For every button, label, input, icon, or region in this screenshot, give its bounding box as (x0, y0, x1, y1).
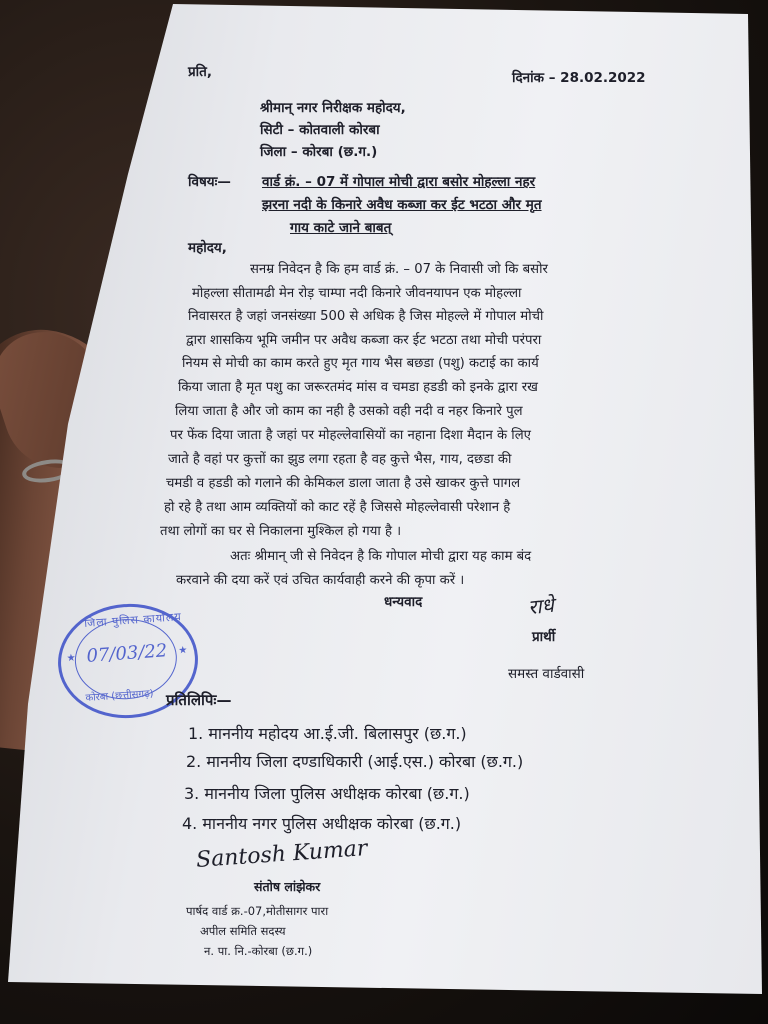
residents-label: समस्त वार्डवासी (508, 666, 585, 682)
subject-line-2: झरना नदी के किनारे अवैध कब्जा कर ईट भटठा और मृत (262, 197, 542, 213)
signatory-line-3: न. पा. नि.-कोरबा (छ.ग.) (204, 944, 313, 958)
addressee-line-1: श्रीमान् नगर निरीक्षक महोदय, (260, 100, 406, 116)
body-line: तथा लोगों का घर से निकालना मुश्किल हो गया है । (160, 524, 402, 539)
body-line: नियम से मोची का काम करते हुए मृत गाय भैस बछडा (पशु) कटाई का कार्य (182, 356, 539, 371)
addressee-line-3: जिला – कोरबा (छ.ग.) (260, 144, 378, 160)
applicant-signature: राधे (526, 592, 555, 620)
to-label: प्रति, (188, 64, 213, 80)
signatory-signature: Santosh Kumar (195, 836, 369, 873)
copy-item: 2. माननीय जिला दण्डाधिकारी (आई.एस.) कोरबा (छ.ग.) (186, 752, 524, 771)
body-line: चमडी व हडडी को गलाने की केमिकल डाला जाता है उसे खाकर कुत्ते पागल (166, 476, 521, 491)
stamp-bottom-text: कोरबा (छत्तीसगढ़) (85, 688, 154, 705)
body-line: निवासरत है जहां जनसंख्या 500 से अधिक है जिस मोहल्ले में गोपाल मोची (188, 309, 544, 324)
copy-item: 4. माननीय नगर पुलिस अधीक्षक कोरबा (छ.ग.) (182, 814, 462, 833)
letter-date: दिनांक – 28.02.2022 (512, 70, 646, 86)
subject-label: विषयः— (188, 174, 231, 190)
body-line: सनम्र निवेदन है कि हम वार्ड क्रं. – 07 के निवासी जो कि बसोर (250, 262, 548, 277)
applicant-label: प्रार्थी (532, 629, 556, 645)
body-line: मोहल्ला सीतामढी मेन रोड़ चाम्पा नदी किनारे जीवनयापन एक मोहल्ला (192, 286, 522, 301)
body-line: किया जाता है मृत पशु का जरूरतमंद मांस व चमडा हडडी को इनके द्वारा रख (178, 380, 538, 395)
body-line: करवाने की दया करें एवं उचित कार्यवाही करने की कृपा करें । (176, 573, 465, 588)
body-line: हो रहे है तथा आम व्यक्तियों को काट रहें है जिससे मोहल्लेवासी परेशान है (164, 500, 511, 515)
copy-item: 3. माननीय जिला पुलिस अधीक्षक कोरबा (छ.ग.) (184, 784, 470, 803)
signatory-line-2: अपील समिति सदस्य (200, 924, 286, 938)
subject-line-3: गाय काटे जाने बाबत् (290, 220, 392, 236)
thanks: धन्यवाद (384, 594, 423, 610)
body-line: द्वारा शासकिय भूमि जमीन पर अवैध कब्जा कर ईट भटठा तथा मोची परंपरा (186, 333, 542, 348)
copy-item: 1. माननीय महोदय आ.ई.जी. बिलासपुर (छ.ग.) (188, 724, 467, 743)
signatory-name: संतोष लांझेकर (254, 879, 321, 894)
body-line: लिया जाता है और जो काम का नही है उसको वही नदी व नहर किनारे पुल (175, 404, 523, 419)
stamp-top-text: जिला पुलिस कार्यालय (83, 610, 183, 630)
subject-line-1: वार्ड क्रं. – 07 में गोपाल मोची द्वारा बसोर मोहल्ला नहर (262, 174, 536, 190)
body-line: जाते है वहां पर कुत्तों का झुड लगा रहता है वह कुत्ते भैस, गाय, दछडा की (168, 452, 512, 467)
addressee-line-2: सिटी – कोतवाली कोरबा (260, 122, 380, 138)
salutation: महोदय, (188, 240, 227, 256)
stamp-date: 07/03/22 (85, 640, 168, 667)
copies-label: प्रतिलिपिः— (166, 691, 232, 709)
star-icon: ★ (178, 644, 188, 657)
body-line: अतः श्रीमान् जी से निवेदन है कि गोपाल मोची द्वारा यह काम बंद (230, 549, 532, 564)
star-icon: ★ (66, 652, 77, 665)
body-line: पर फेंक दिया जाता है जहां पर मोहल्लेवासियों का नहाना दिशा मैदान के लिए (170, 428, 531, 443)
signatory-line-1: पार्षद वार्ड क्र.-07,मोतीसागर पारा (186, 904, 329, 918)
